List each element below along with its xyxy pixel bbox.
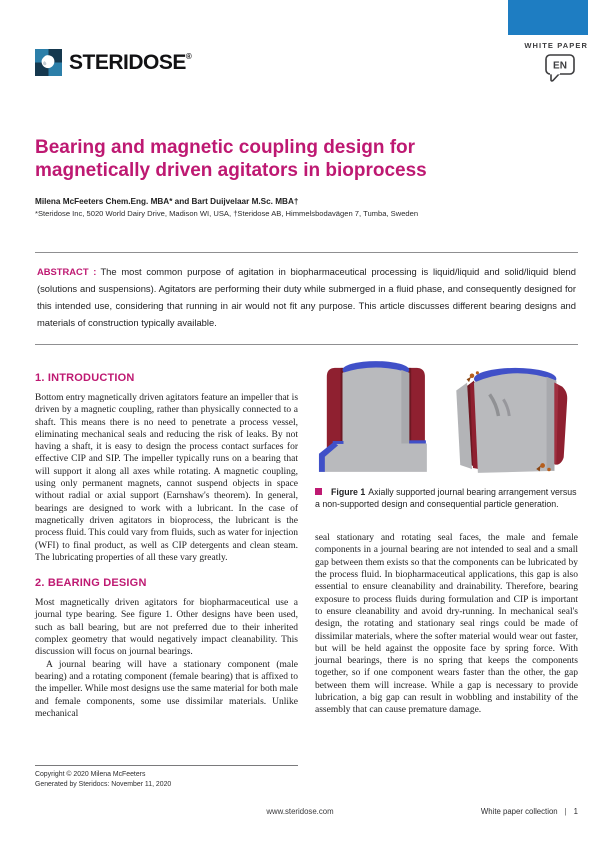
figure-label: Figure 1 bbox=[331, 487, 366, 497]
bearing-supported-illustration bbox=[319, 361, 427, 472]
page-number: 1 bbox=[573, 807, 578, 816]
copyright-line: Copyright © 2020 Milena McFeeters bbox=[35, 771, 146, 778]
bearing-unsupported-illustration bbox=[456, 368, 567, 473]
figure-caption-text: Axially supported journal bearing arrangement versus a non-supported design and consequential particle generation. bbox=[315, 487, 577, 509]
page-title: Bearing and magnetic coupling design for magnetically driven agitators in bioprocess bbox=[35, 137, 427, 181]
introduction-paragraph: Bottom entry magnetically driven agitators feature an impeller that is driven by a magnetic coupling, rather than physically connected to a shaft. This means there is no need to penetrate a process vessel, eliminating mechanical seals and reducing the risk of leaks. By not having a shaft, it is easy to design the process contact surfaces for effective CIP and SIP. The impeller typically runs on a bearing that will support it along all axes while rotating. A magnetic coupling, using only permanent magnets, cannot suspend objects in space without radial or axial support (Earnshaw's theorem). In general, bearings are designed to work with a lubricant. In the case of magnetically driven agitators in bioprocess, the lubricant is the process fluid. This could vary from fluids, such as water for injection (WFI) to final product, as well as CIP detergents and clean steam. The lubricating properties of all these vary greatly. bbox=[35, 393, 299, 563]
copyright-footnote bbox=[35, 765, 298, 789]
bearing-design-paragraph-1: Most magnetically driven agitators for biopharmaceutical use a journal type bearing. See figure 1. Other designs have been used, such as ball bearing, but are not preferred due to their inherited complex geometry that would negatively impact cleanability. This discussion will focus on journal bearings. bbox=[35, 598, 298, 658]
abstract-label: ABSTRACT : bbox=[37, 266, 97, 277]
figure-bullet-icon bbox=[315, 488, 322, 495]
section-heading-bearing-design: 2. BEARING DESIGN bbox=[35, 577, 147, 590]
abstract-block bbox=[35, 252, 578, 345]
footer-collection bbox=[481, 807, 578, 816]
steridose-logo-icon bbox=[35, 49, 62, 76]
figure-1-image bbox=[317, 352, 575, 480]
language-badge-en[interactable] bbox=[544, 53, 578, 83]
logo-wordmark: STERIDOSE bbox=[69, 50, 186, 74]
white-paper-label: WHITE PAPER bbox=[524, 41, 588, 50]
language-badge-text: EN bbox=[553, 60, 567, 72]
figure-1-caption bbox=[315, 487, 578, 510]
blue-corner-block bbox=[508, 0, 588, 35]
footer-separator: | bbox=[564, 807, 567, 816]
footer-website-link[interactable]: www.steridose.com bbox=[266, 807, 334, 816]
abstract-text: The most common purpose of agitation in biopharmaceutical processing is liquid/liquid and solid/liquid blend (solutions and suspensions). Agitators are performing their duty while submerged in a fluid phase, and consequently designed for this intended use, considering that running in air would not fit any purpose. This article discusses different bearing designs and materials of construction typically available. bbox=[37, 266, 576, 328]
steridose-logo-text bbox=[69, 51, 191, 75]
bearing-design-paragraph-3: seal stationary and rotating seal faces, the male and female components in a journal bearing are not intended to seal and a small gap between them exists so that the components can be lubricated by the process fluid. In biopharmaceutical applications, this gap is also essential to ensure cleanability and drainability. Therefore, bearing exposure to process fluids during formulation and CIP is important to ensure cleanability and avoid dry-running. In mechanical seal's design, the rotating and stationary seal rings could be made of dissimilar materials, where the softer material would wear out faster, but will be held against the opposite face by spring force. With journal bearings, there is no spring that keeps the components together, so if one component wears faster than the other, the gap between them will increase. While a gap is necessary to provide lubrication, a big gap can result in wobbling and instability of the assembly that can cause premature damage. bbox=[315, 533, 578, 716]
affiliations-line: *Steridose Inc, 5020 World Dairy Drive, Madison WI, USA, †Steridose AB, Himmelsbodavägen 7, Tumba, Sweden bbox=[35, 209, 419, 218]
steridose-logo bbox=[35, 49, 191, 76]
left-column bbox=[35, 372, 298, 720]
section-heading-introduction: 1. INTRODUCTION bbox=[35, 372, 135, 384]
authors-line: Milena McFeeters Chem.Eng. MBA* and Bart Duijvelaar M.Sc. MBA† bbox=[35, 197, 299, 206]
right-column bbox=[315, 352, 578, 717]
bearing-design-paragraph-2: A journal bearing will have a stationary component (male bearing) and a rotating component (female bearing) that is affixed to the impeller. While most designs use the same material for both male and female components, some use dissimilar materials. Unlike mechanical bbox=[35, 659, 298, 719]
collection-label: White paper collection bbox=[480, 807, 558, 816]
generated-line: Generated by Steridocs: November 11, 2020 bbox=[35, 780, 172, 788]
registered-trademark-symbol: ® bbox=[185, 51, 192, 61]
